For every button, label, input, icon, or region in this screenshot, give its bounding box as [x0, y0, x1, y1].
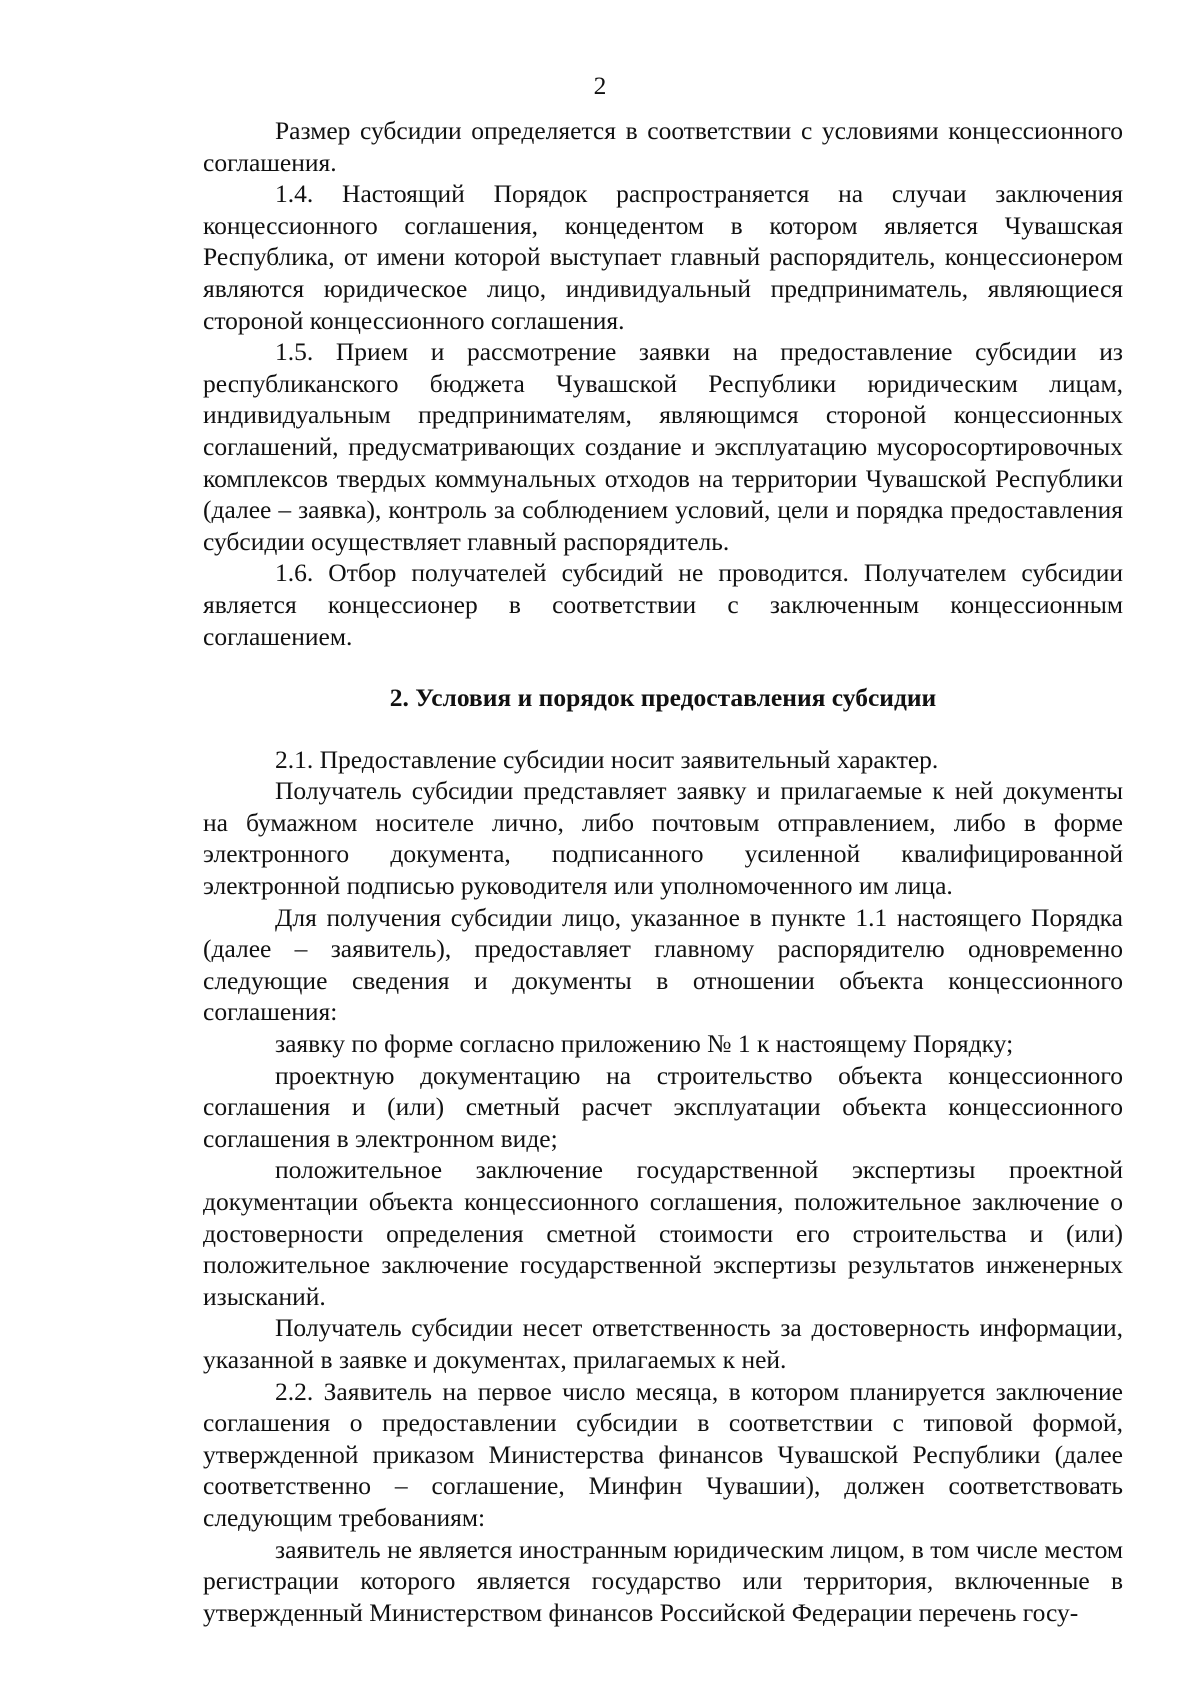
- page-number: 2: [593, 71, 607, 100]
- paragraph-documents: Для получения субсидии лицо, указанное в пункте 1.1 настоящего Порядка (далее – заявитель), предоставляет главному распорядителю одновременно следующие сведения и документы в отношении объекта концессионного соглашения:: [203, 902, 1123, 1027]
- paragraph-submission: Получатель субсидии представляет заявку и прилагаемые к ней документы на бумажном носителе лично, либо почтовым отправлением, либо в форме электронного документа, подписанного усиленной квалифицированной электронной подписью руководителя или уполномоченного им лица.: [203, 776, 1123, 901]
- list-item-requirement: заявитель не является иностранным юридическим лицом, в том числе местом регистрации которого является государство или территория, включенные в утвержденный Министерством финансов Российской Федерации перечень госу-: [203, 1534, 1123, 1627]
- paragraph-1-5: 1.5. Прием и рассмотрение заявки на предоставление субсидии из республиканского бюджета Чувашской Республики юридическим лицам, индивидуальным предпринимателям, являющимся стороной концессионных соглашений, предусматривающих создание и эксплуатацию мусоросортировочных комплексов твердых коммунальных отходов на территории Чувашской Республики (далее – заявка), контроль за соблюдением условий, цели и порядка предоставления субсидии осуществляет главный распорядитель.: [203, 337, 1123, 556]
- section-heading: 2. Условия и порядок предоставления субсидии: [389, 683, 937, 713]
- paragraph-subsidy-size: Размер субсидии определяется в соответствии с условиями концессионного соглашения.: [203, 116, 1123, 177]
- paragraph-1-4: 1.4. Настоящий Порядок распространяется на случаи заключения концессионного соглашения, концедентом в котором является Чувашская Республика, от имени которой выступает главный распорядитель, концессионером являются юридическое лицо, индивидуальный предприниматель, являющиеся стороной концессионного соглашения.: [203, 179, 1123, 335]
- document-body: [203, 115, 1123, 1628]
- paragraph-2-2: 2.2. Заявитель на первое число месяца, в котором планируется заключение соглашения о предоставлении субсидии в соответствии с типовой формой, утвержденной приказом Министерства финансов Чувашской Республики (далее соответственно – соглашение, Минфин Чувашии), должен соответствовать следующим требованиям:: [203, 1376, 1123, 1532]
- list-item-application: заявку по форме согласно приложению № 1 к настоящему Порядку;: [275, 1029, 1014, 1059]
- paragraph-1-6: 1.6. Отбор получателей субсидий не проводится. Получателем субсидии является концессионер в соответствии с заключенным концессионным соглашением.: [203, 558, 1123, 651]
- list-item-project-docs: проектную документацию на строительство объекта концессионного соглашения и (или) сметный расчет эксплуатации объекта концессионного соглашения в электронном виде;: [203, 1060, 1123, 1153]
- list-item-expertise: положительное заключение государственной экспертизы проектной документации объекта концессионного соглашения, положительное заключение о достоверности определения сметной стоимости его строительства и (или) положительное заключение государственной экспертизы результатов инженерных изысканий.: [203, 1155, 1123, 1311]
- paragraph-2-1: 2.1. Предоставление субсидии носит заявительный характер.: [275, 744, 939, 774]
- paragraph-responsibility: Получатель субсидии несет ответственность за достоверность информации, указанной в заявке и документах, прилагаемых к ней.: [203, 1313, 1123, 1374]
